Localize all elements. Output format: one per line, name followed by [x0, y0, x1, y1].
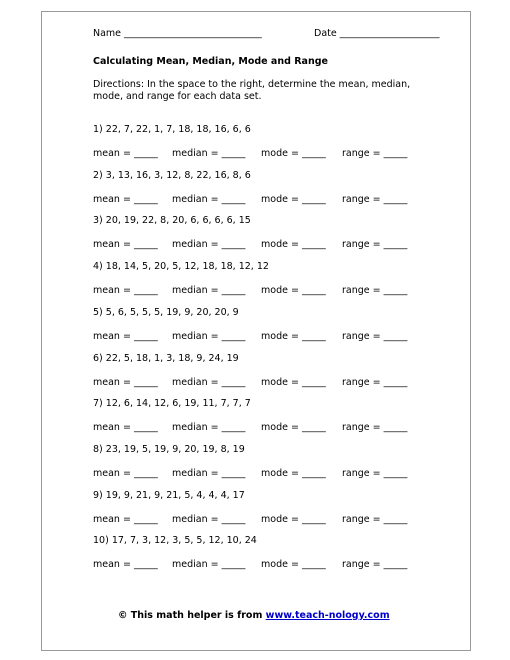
footer-credit	[118, 610, 390, 622]
problem-8-range-answer: range = _____	[342, 468, 408, 479]
problem-6-mean-answer: mean = _____	[93, 377, 158, 388]
problem-4-range-answer: range = _____	[342, 285, 408, 296]
problem-8-mean-answer: mean = _____	[93, 468, 158, 479]
problem-1-data-set: 1) 22, 7, 22, 1, 7, 18, 18, 16, 6, 6	[93, 124, 251, 135]
problem-4-mean-answer: mean = _____	[93, 285, 158, 296]
problem-7-range-answer: range = _____	[342, 422, 408, 433]
problem-8-mode-answer: mode = _____	[261, 468, 326, 479]
problem-3-median-answer: median = _____	[172, 239, 246, 250]
problem-9-mean-answer: mean = _____	[93, 514, 158, 525]
date-field: Date _____________________	[314, 28, 440, 39]
name-field: Name _____________________________	[93, 28, 262, 39]
problem-2-median-answer: median = _____	[172, 194, 246, 205]
problem-2-data-set: 2) 3, 13, 16, 3, 12, 8, 22, 16, 8, 6	[93, 170, 251, 181]
problem-8-median-answer: median = _____	[172, 468, 246, 479]
problem-10-median-answer: median = _____	[172, 559, 246, 570]
problem-3-mode-answer: mode = _____	[261, 239, 326, 250]
problem-4-median-answer: median = _____	[172, 285, 246, 296]
problem-10-data-set: 10) 17, 7, 3, 12, 3, 5, 5, 12, 10, 24	[93, 535, 257, 546]
problem-6-range-answer: range = _____	[342, 377, 408, 388]
problem-9-median-answer: median = _____	[172, 514, 246, 525]
problem-5-median-answer: median = _____	[172, 331, 246, 342]
problem-3-range-answer: range = _____	[342, 239, 408, 250]
problem-2-mean-answer: mean = _____	[93, 194, 158, 205]
problem-7-mean-answer: mean = _____	[93, 422, 158, 433]
problem-6-data-set: 6) 22, 5, 18, 1, 3, 18, 9, 24, 19	[93, 353, 239, 364]
problem-3-mean-answer: mean = _____	[93, 239, 158, 250]
problem-5-mode-answer: mode = _____	[261, 331, 326, 342]
problem-1-median-answer: median = _____	[172, 148, 246, 159]
problem-7-mode-answer: mode = _____	[261, 422, 326, 433]
problem-1-range-answer: range = _____	[342, 148, 408, 159]
problem-4-mode-answer: mode = _____	[261, 285, 326, 296]
problem-4-data-set: 4) 18, 14, 5, 20, 5, 12, 18, 18, 12, 12	[93, 261, 269, 272]
problem-9-data-set: 9) 19, 9, 21, 9, 21, 5, 4, 4, 4, 17	[93, 490, 245, 501]
problem-9-mode-answer: mode = _____	[261, 514, 326, 525]
problem-2-mode-answer: mode = _____	[261, 194, 326, 205]
footer-prefix: © This math helper is from	[118, 610, 266, 621]
problem-6-median-answer: median = _____	[172, 377, 246, 388]
footer-link[interactable]: www.teach-nology.com	[265, 610, 390, 621]
problem-9-range-answer: range = _____	[342, 514, 408, 525]
problem-3-data-set: 3) 20, 19, 22, 8, 20, 6, 6, 6, 6, 15	[93, 215, 251, 226]
problem-5-data-set: 5) 5, 6, 5, 5, 5, 19, 9, 20, 20, 9	[93, 307, 239, 318]
problem-1-mode-answer: mode = _____	[261, 148, 326, 159]
problem-7-data-set: 7) 12, 6, 14, 12, 6, 19, 11, 7, 7, 7	[93, 398, 251, 409]
problem-10-range-answer: range = _____	[342, 559, 408, 570]
directions-text: Directions: In the space to the right, determine the mean, median, mode, and range for each data set.	[93, 79, 411, 102]
problem-10-mean-answer: mean = _____	[93, 559, 158, 570]
problem-1-mean-answer: mean = _____	[93, 148, 158, 159]
problem-10-mode-answer: mode = _____	[261, 559, 326, 570]
problem-5-mean-answer: mean = _____	[93, 331, 158, 342]
problem-5-range-answer: range = _____	[342, 331, 408, 342]
problem-8-data-set: 8) 23, 19, 5, 19, 9, 20, 19, 8, 19	[93, 444, 245, 455]
problem-2-range-answer: range = _____	[342, 194, 408, 205]
problem-7-median-answer: median = _____	[172, 422, 246, 433]
worksheet-title: Calculating Mean, Median, Mode and Range	[93, 56, 328, 67]
problem-6-mode-answer: mode = _____	[261, 377, 326, 388]
